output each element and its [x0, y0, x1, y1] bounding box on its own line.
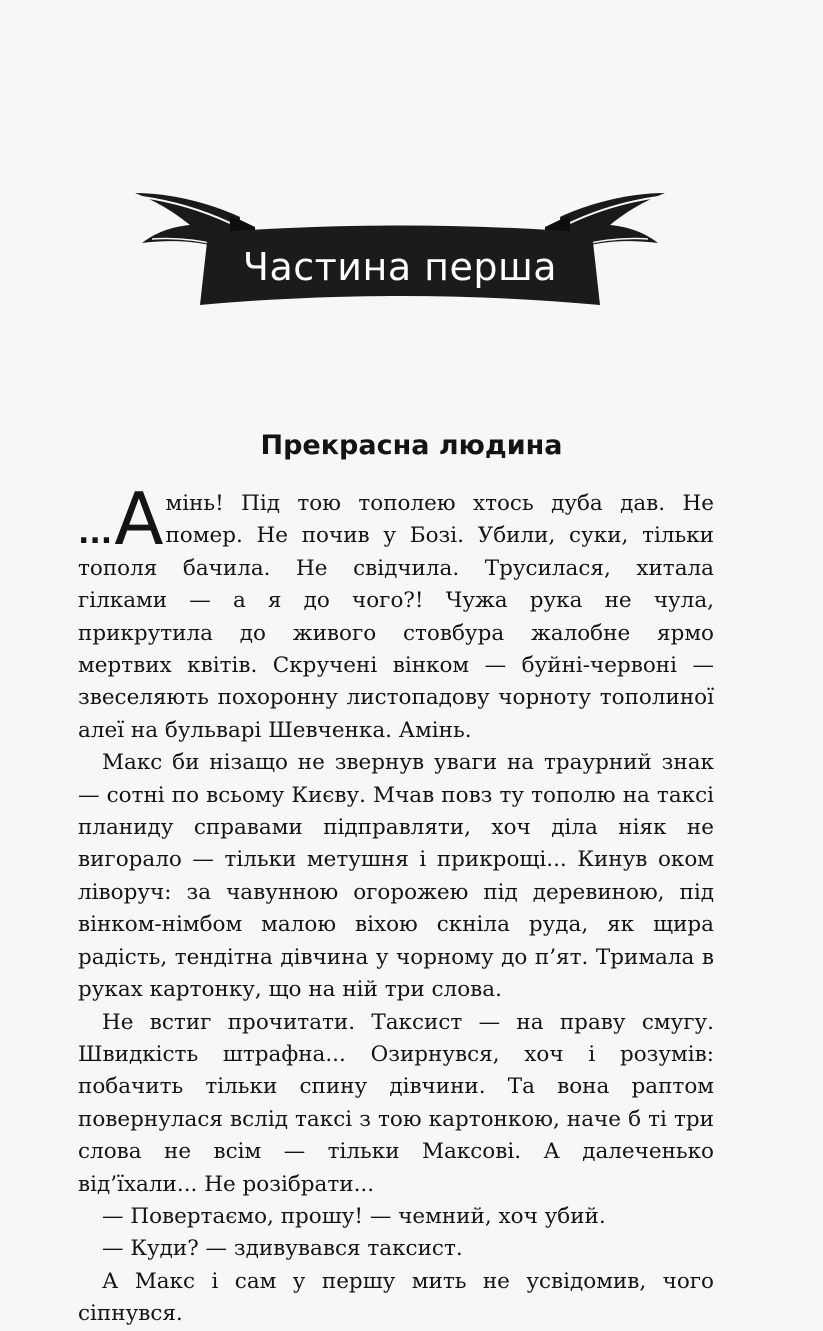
- drop-cap-dots: ...: [78, 516, 113, 551]
- dialogue-line-2: — Куди? — здивувався таксист.: [102, 1236, 463, 1262]
- paragraph-3: Не встиг прочитати. Таксист — на праву смугу. Швидкість штрафна... Озирнувся, хоч і розумів: побачить тільки спину дівчини. Та вона раптом повернулася вслід таксі з тою картонкою, наче б ті три слова не всім — тільки Максові. А далеченько від’їхали... Не розібрати...: [78, 1009, 714, 1197]
- body-text: [78, 477, 714, 1331]
- paragraph-1: [78, 477, 714, 747]
- paragraph-2: Макс би нізащо не звернув уваги на траурний знак — сотні по всьому Києву. Мчав повз ту тополю на таксі планиду справами підправляти, хоч діла ніяк не вигорало — тільки метушня і прикрощі... Кинув оком ліворуч: за чавунною огорожею під деревиною, під вінком-німбом малою віхою скніла руда, як щира радість, тендітна дівчина у чорному до п’ят. Тримала в руках картонку, що на ній три слова.: [78, 750, 714, 1003]
- chapter-title: Прекрасна людина: [260, 430, 563, 461]
- dialogue-line-1: — Повертаємо, прошу! — чемний, хоч убий.: [102, 1203, 606, 1229]
- paragraph-text: мінь! Під тою тополею хтось дуба дав. Не помер. Не почив у Бозі. Убили, суки, тільки тополя бачила. Не свідчила. Трусилася, хитала гілками — а я до чого?! Чужа рука не чула, прикрутила до живого стовбура жалобне ярмо мертвих квітів. Скручені вінком — буйні-червоні — звеселяють похоронну листопадову чорноту тополиної алеї на бульварі Шевченка. Амінь.: [78, 491, 714, 743]
- drop-cap: [78, 477, 164, 561]
- paragraph-4: А Макс і сам у першу мить не усвідомив, чого сіпнувся.: [78, 1268, 714, 1327]
- drop-cap-letter: А: [114, 477, 164, 561]
- part-title: Частина перша: [242, 245, 558, 289]
- chapter-banner: [130, 185, 670, 315]
